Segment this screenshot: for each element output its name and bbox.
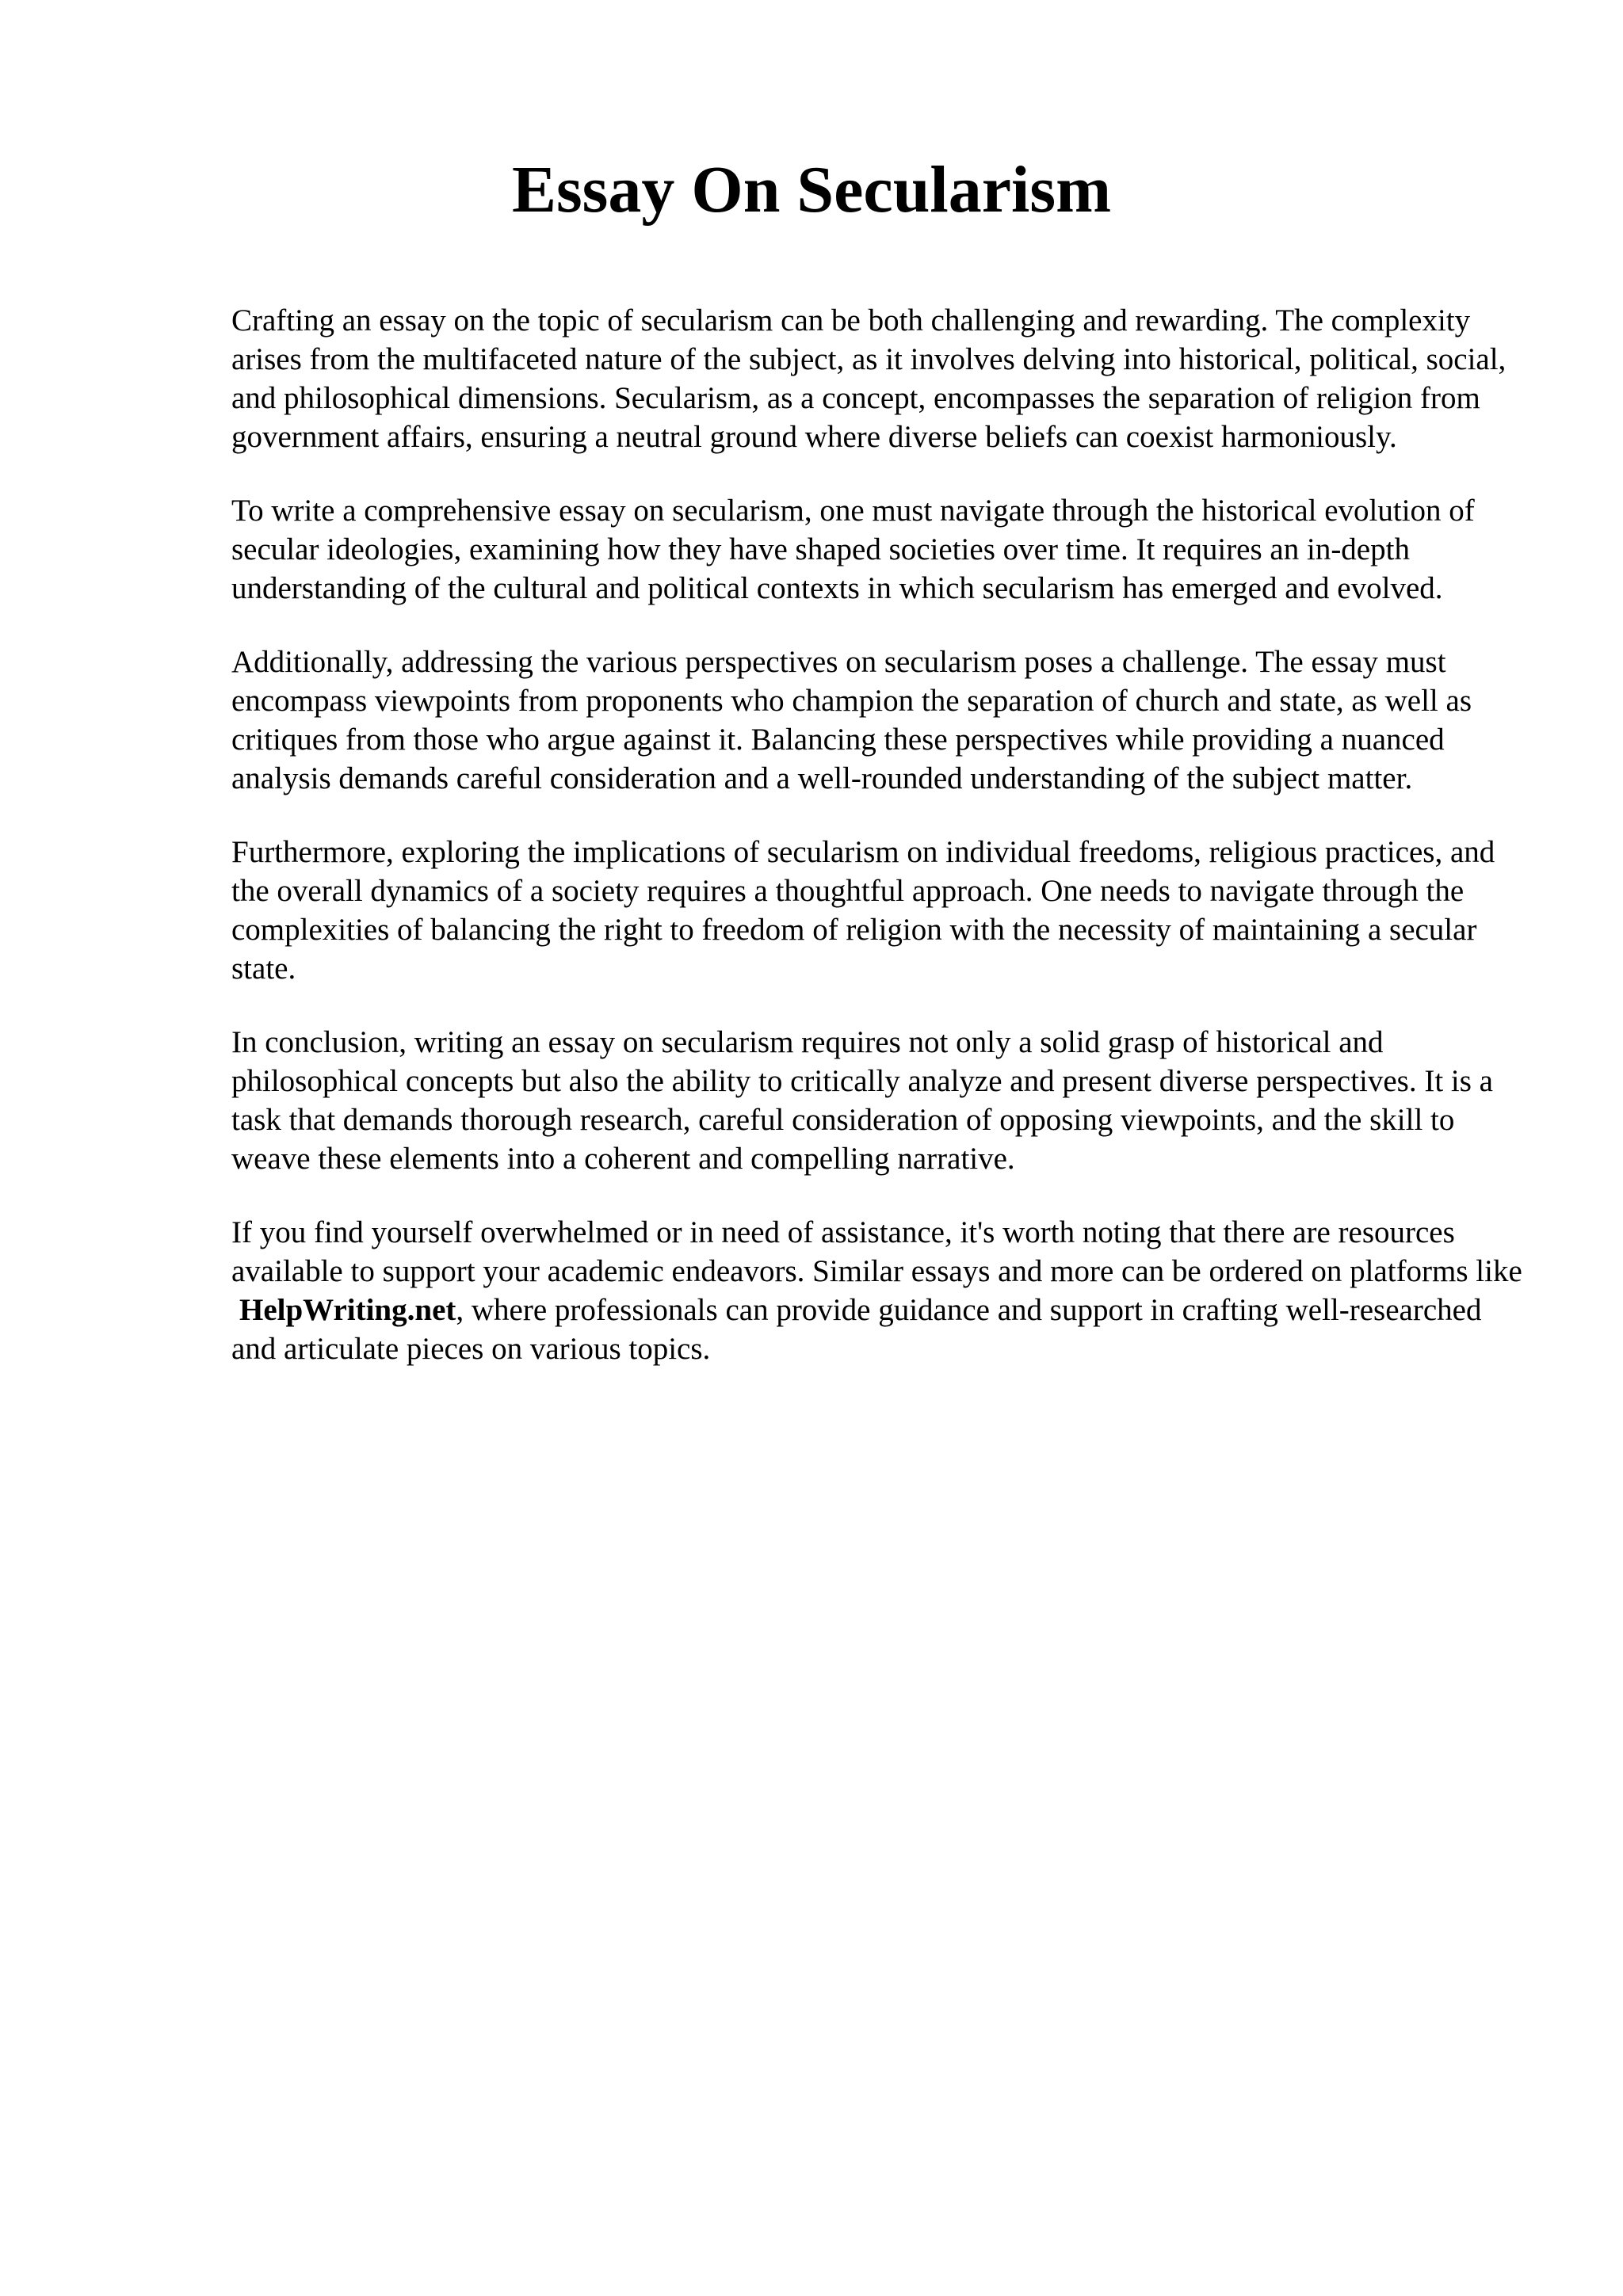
document-body: [231, 301, 1531, 1403]
paragraph-intro: Crafting an essay on the topic of secularism can be both challenging and rewarding. The complexity arises from the multifaceted nature of the subject, as it involves delving into historical, political, social, and philosophical dimensions. Secularism, as a concept, encompasses the separation of religion from government affairs, ensuring a neutral ground where diverse beliefs can coexist harmoniously.: [231, 303, 1507, 454]
paragraph-perspectives: Additionally, addressing the various perspectives on secularism poses a challenge. The essay must encompass viewpoints from proponents who champion the separation of church and state, as well as critiques from those who argue against it. Balancing these perspectives while providing a nuanced analysis demands careful consideration and a well-rounded understanding of the subject matter.: [231, 645, 1472, 795]
assistance-text-before: If you find yourself overwhelmed or in need of assistance, it's worth noting that there are resources available to support your academic endeavors. Similar essays and more can be ordered on platforms like: [231, 1215, 1522, 1288]
document-title: Essay On Secularism: [511, 153, 1112, 227]
brand-name: HelpWriting.net: [239, 1293, 456, 1327]
assistance-text-after: , where professionals can provide guidance and support in crafting well-researched and articulate pieces on various topics.: [231, 1293, 1482, 1366]
paragraph-implications: Furthermore, exploring the implications of secularism on individual freedoms, religious practices, and the overall dynamics of a society requires a thoughtful approach. One needs to navigate through the complexities of balancing the right to freedom of religion with the necessity of maintaining a secular state.: [231, 835, 1495, 986]
paragraph-assistance: [231, 1213, 1531, 1368]
paragraph-historical: To write a comprehensive essay on secularism, one must navigate through the historical evolution of secular ideologies, examining how they have shaped societies over time. It requires an in-depth understanding of the cultural and political contexts in which secularism has emerged and evolved.: [231, 494, 1475, 605]
paragraph-conclusion: In conclusion, writing an essay on secularism requires not only a solid grasp of historical and philosophical concepts but also the ability to critically analyze and present diverse perspectives. It is a task that demands thorough research, careful consideration of opposing viewpoints, and the skill to weave these elements into a coherent and compelling narrative.: [231, 1025, 1493, 1176]
